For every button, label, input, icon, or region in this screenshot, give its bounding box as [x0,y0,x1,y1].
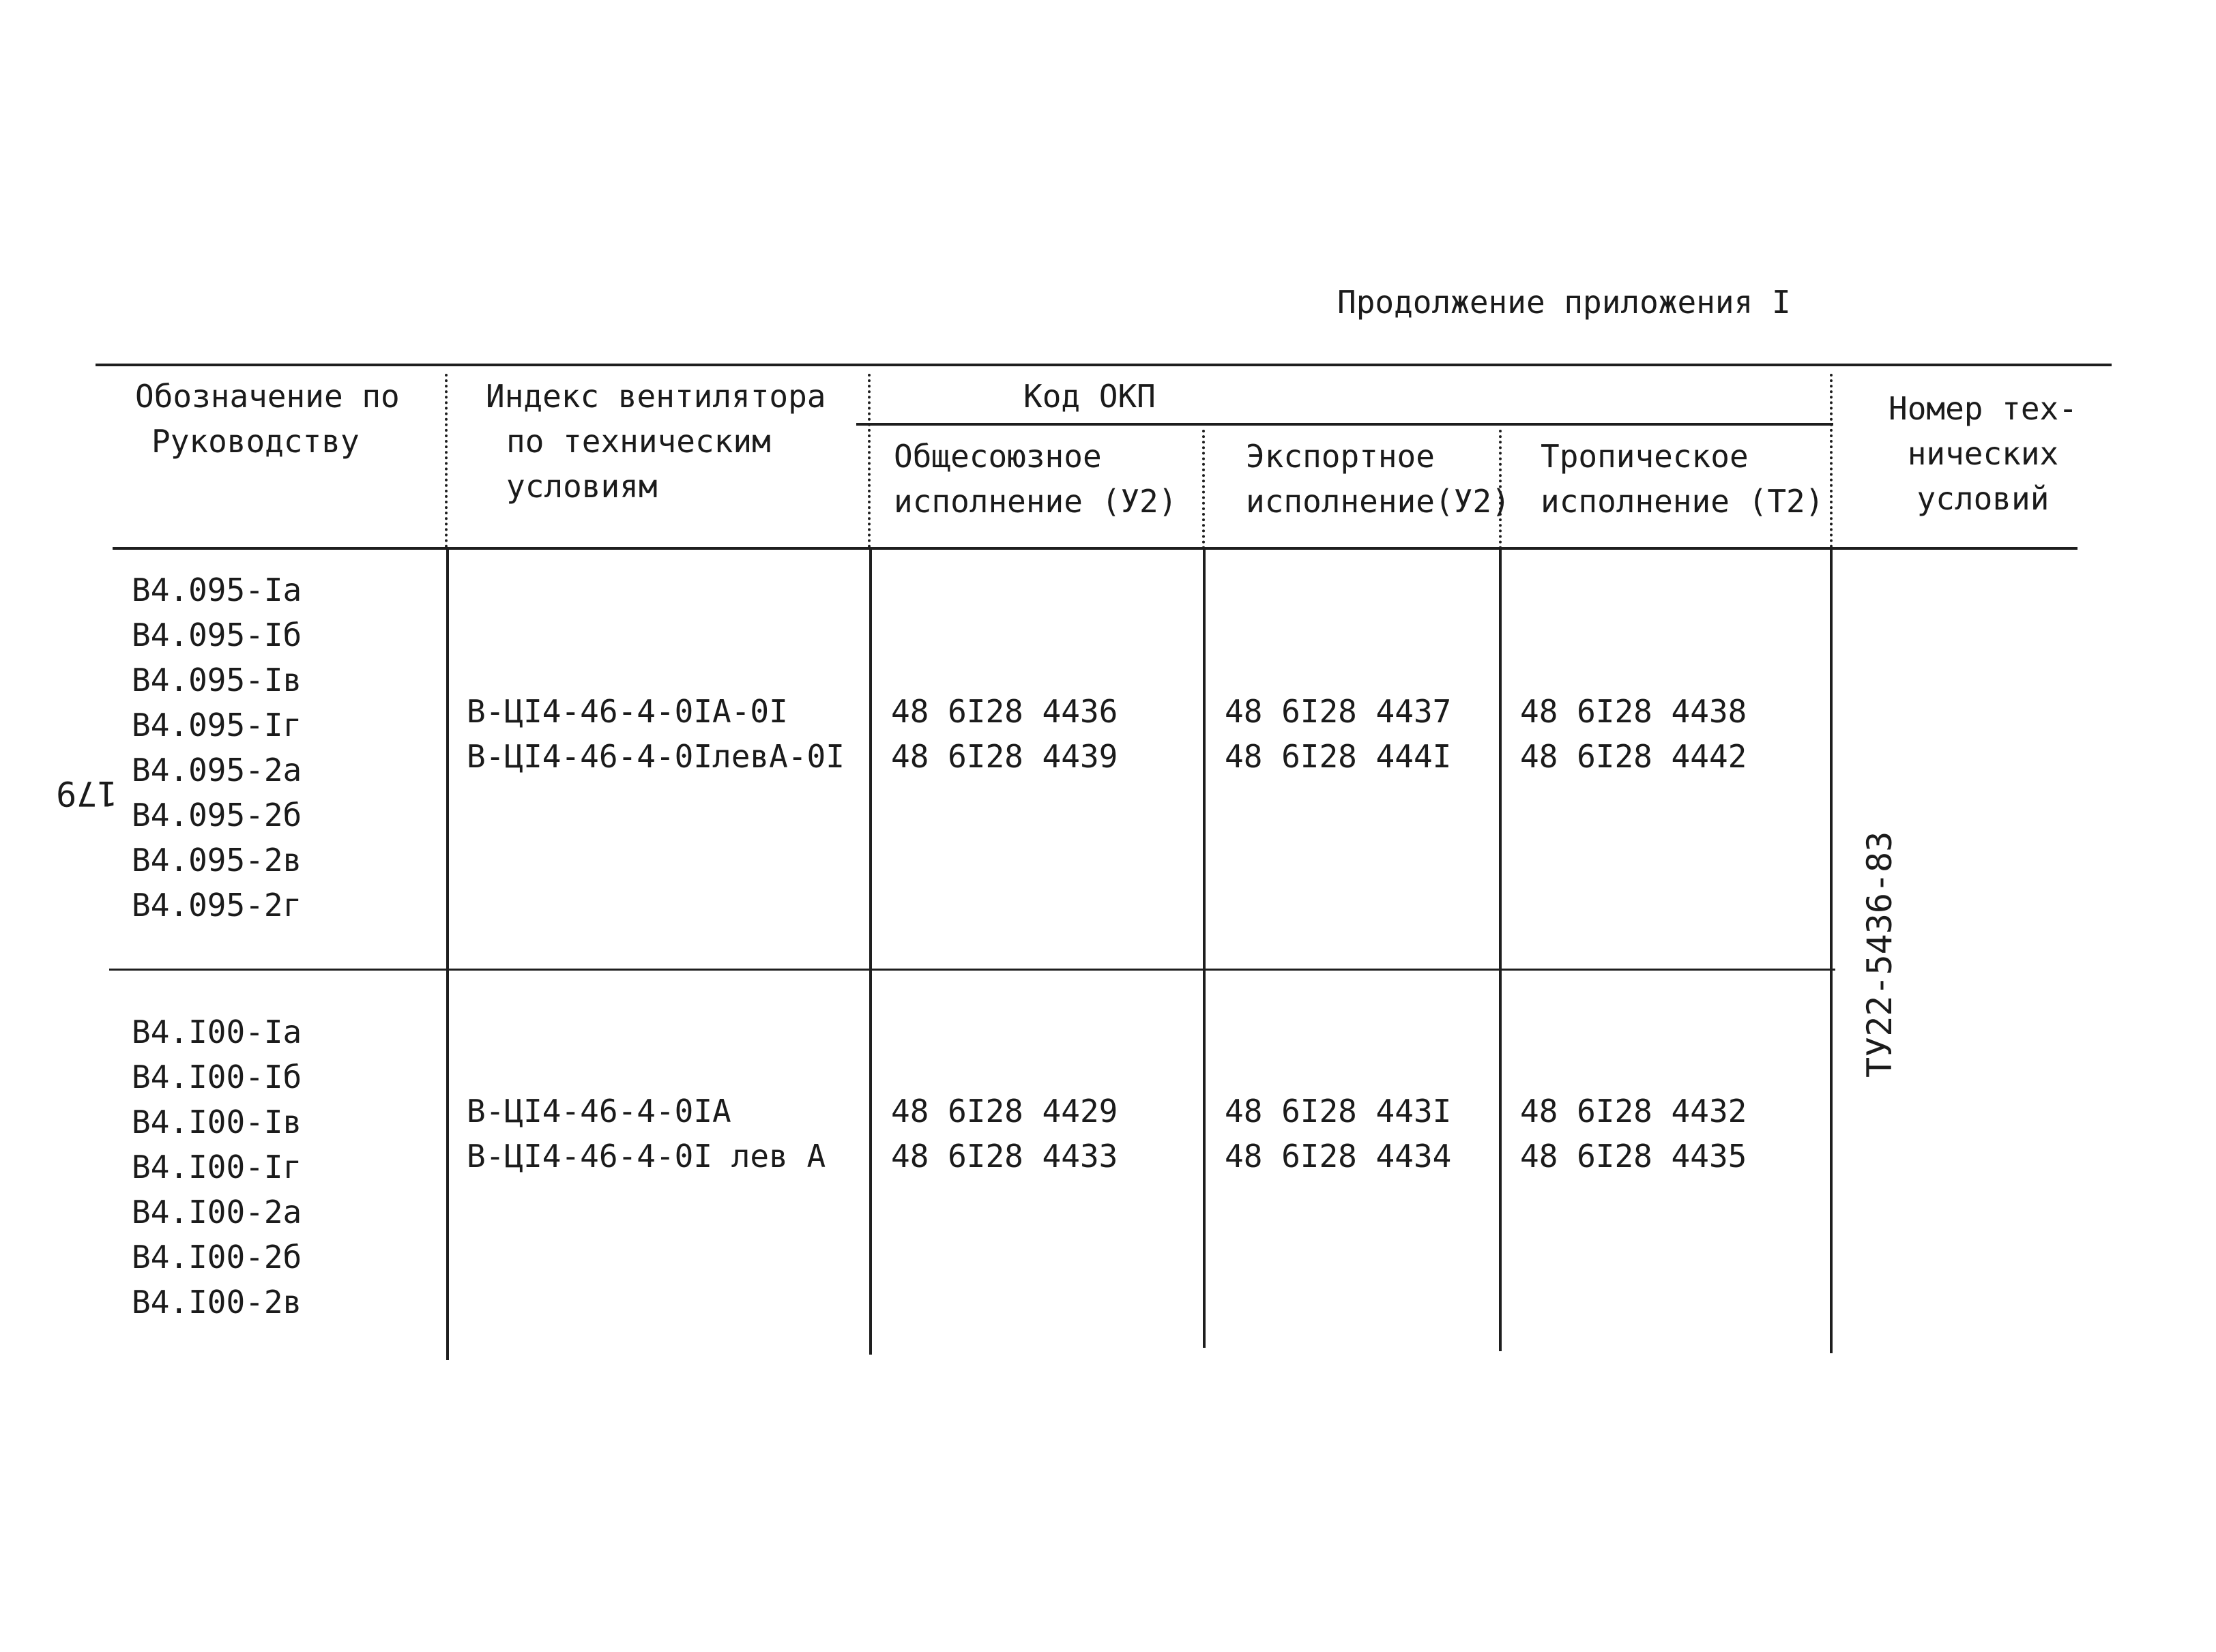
fan-index-cell: В-ЦI4-46-4-0I лев А [467,1138,826,1175]
header-okp-tropical-line-1: Тропическое [1541,438,1749,475]
body-separator-1 [446,550,449,1360]
group-1-okp-export [1225,689,1451,779]
okp-union-cell: 48 6I28 4436 [891,693,1118,730]
designation-cell: В4.I00-Iг [132,1149,302,1185]
okp-union-cell: 48 6I28 4439 [891,738,1118,775]
group-2-okp-union [891,1089,1118,1179]
header-okp-export [1246,434,1511,524]
designation-cell: В4.095-Iб [132,617,302,653]
okp-group-rule [856,423,1833,426]
okp-export-cell: 48 6I28 444I [1225,738,1452,775]
header-fan-index [486,374,826,509]
designation-cell: В4.095-Iг [132,707,302,743]
group-2-designations [132,1009,302,1325]
header-designation-line-1: Обозначение по [135,378,400,415]
designation-cell: В4.095-2в [132,842,302,879]
header-okp-union-line-1: Общесоюзное [894,438,1102,475]
table-top-rule [96,364,2112,366]
group-1-okp-union [891,689,1118,779]
header-designation [135,374,400,464]
okp-tropical-cell: 48 6I28 4438 [1520,693,1747,730]
designation-cell: В4.I00-Iв [132,1104,302,1140]
designation-cell: В4.095-Iа [132,572,302,608]
okp-tropical-cell: 48 6I28 4432 [1520,1093,1747,1130]
header-okp-export-line-1: Экспортное [1246,438,1435,475]
continuation-header: Продолжение приложения I [1337,284,1791,321]
header-separator-2 [868,374,871,548]
header-designation-line-2: Руководству [151,423,360,460]
fan-index-cell: В-ЦI4-46-4-0IА-0I [467,693,788,730]
fan-index-cell: В-ЦI4-46-4-0IА [467,1093,731,1130]
designation-cell: В4.I00-2в [132,1284,302,1321]
header-fan-index-line-2: по техническим [506,423,771,460]
designation-cell: В4.095-2б [132,797,302,834]
body-separator-4 [1499,550,1502,1351]
tu-number-cell: ТУ22-5436-83 [1860,831,1899,1078]
group-1-okp-tropical [1520,689,1747,779]
header-separator-3 [1202,430,1205,549]
okp-export-cell: 48 6I28 4434 [1225,1138,1452,1175]
header-okp-group: Код ОКП [1023,378,1156,415]
page-number: 179 [56,773,118,813]
group-1-designations [132,567,302,928]
header-fan-index-line-1: Индекс вентилятора [486,378,826,415]
header-okp-tropical [1541,434,1824,524]
header-okp-union [894,434,1177,524]
okp-tropical-cell: 48 6I28 4435 [1520,1138,1747,1175]
body-separator-5 [1830,550,1833,1353]
header-okp-export-line-2: исполнение(У2) [1246,483,1511,520]
body-separator-3 [1203,550,1206,1348]
group-2-okp-tropical [1520,1089,1747,1179]
okp-export-cell: 48 6I28 443I [1225,1093,1452,1130]
okp-export-cell: 48 6I28 4437 [1225,693,1452,730]
header-separator-5 [1830,374,1833,548]
group-2-fan-indices [467,1089,826,1179]
okp-union-cell: 48 6I28 4433 [891,1138,1118,1175]
header-okp-union-line-2: исполнение (У2) [894,483,1178,520]
group-1-fan-indices [467,689,845,779]
fan-index-cell: В-ЦI4-46-4-0IлевА-0I [467,738,845,775]
designation-cell: В4.I00-Iа [132,1014,302,1050]
header-tu-number-line-2: нических [1907,435,2059,472]
header-bottom-rule [113,547,2078,550]
header-tu-number-line-1: Номер тех- [1889,390,2078,427]
group-divider-rule [109,969,1835,971]
designation-cell: В4.095-Iв [132,662,302,698]
header-fan-index-line-3: условиям [506,468,658,505]
designation-cell: В4.I00-2а [132,1194,302,1230]
designation-cell: В4.I00-2б [132,1239,302,1275]
group-2-okp-export [1225,1089,1451,1179]
header-tu-number [1889,386,2078,521]
body-separator-2 [869,550,872,1355]
okp-union-cell: 48 6I28 4429 [891,1093,1118,1130]
header-tu-number-line-3: условий [1916,480,2050,517]
designation-cell: В4.I00-Iб [132,1059,302,1095]
okp-tropical-cell: 48 6I28 4442 [1520,738,1747,775]
header-okp-tropical-line-2: исполнение (Т2) [1541,483,1824,520]
designation-cell: В4.095-2а [132,752,302,788]
header-separator-1 [445,374,448,548]
designation-cell: В4.095-2г [132,887,302,924]
